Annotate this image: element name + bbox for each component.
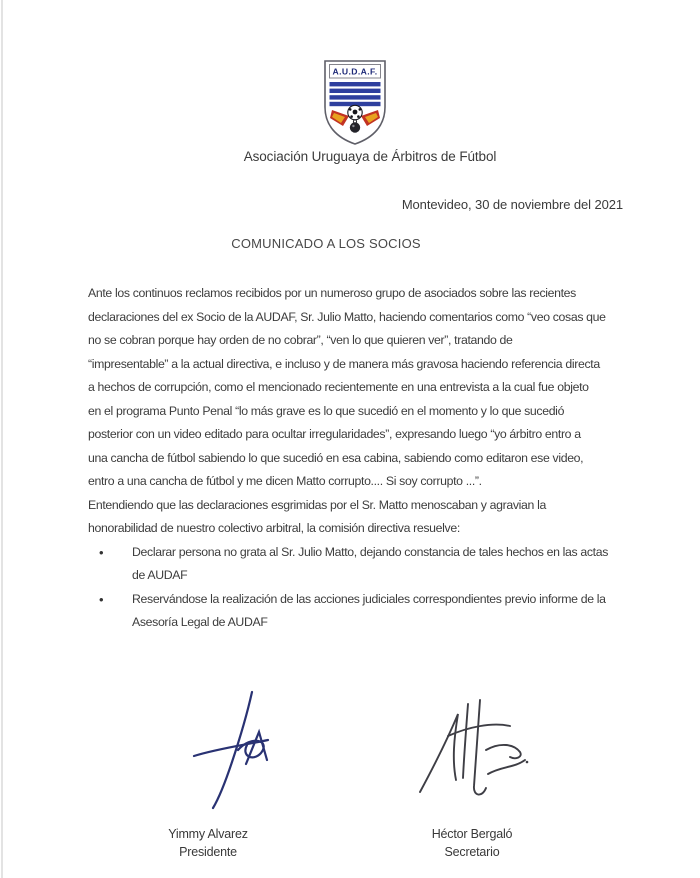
letter-body [88, 282, 678, 635]
org-name: Asociación Uruguaya de Árbitros de Fútbol [243, 149, 497, 164]
president-signature-image [188, 686, 288, 814]
president-name: Yimmy Alvarez [168, 827, 248, 841]
body-line: a hechos de corrupción, como el mencionado recientemente en una entrevista a la cual fue objeto [88, 380, 589, 394]
body-line: posterior con un video editado para ocultar irregularidades”, expresando luego “yo árbitro entro a [88, 427, 581, 441]
president-role: Presidente [179, 844, 237, 859]
dateline: Montevideo, 30 de noviembre del 2021 [401, 197, 623, 212]
body-line: honorabilidad de nuestro colectivo arbitral, la comisión directiva resuelve: [88, 521, 460, 535]
crest-acronym-text: A.U.D.A.F. [332, 66, 378, 77]
president-sign-block [123, 826, 293, 861]
bullet-item [88, 588, 678, 612]
bullet-text-continuation: de AUDAF [132, 568, 188, 582]
body-line: una cancha de fútbol sabiendo lo que sucedió en esa cabina, sabiendo como editaron ese video, [88, 450, 584, 465]
bullet-marker: • [99, 591, 104, 607]
secretary-role: Secretario [444, 844, 500, 859]
crest-stripe [330, 95, 381, 99]
secretary-sign-block [387, 826, 557, 861]
crest-stripe [330, 89, 381, 93]
bullet-item [88, 541, 678, 565]
crest-ball-icon [348, 105, 362, 119]
body-line: “impresentable” a la actual directiva, e incluso y de manera más gravosa haciendo referencia directa [88, 356, 600, 371]
body-line: en el programa Punto Penal “lo más grave es lo que sucedió en el momento y lo que sucedió [88, 403, 565, 418]
crest-stripe [330, 82, 381, 86]
scan-edge-line [1, 0, 3, 878]
audaf-crest-logo [322, 59, 388, 147]
bullet-text: Reservándose la realización de las acciones judiciales correspondientes previo informe de la [132, 591, 606, 606]
body-line: no se cobran porque hay orden de no cobrar”, “ven lo que quieren ver”, tratando de [88, 333, 513, 347]
bullet-marker: • [99, 544, 104, 560]
body-line: entro a una cancha de fútbol y me dicen Matto corrupto.... Si soy corrupto ...”. [88, 474, 482, 488]
bullet-text: Declarar persona no grata al Sr. Julio Matto, dejando constancia de tales hechos en las actas [132, 544, 609, 559]
body-line: declaraciones del ex Socio de la AUDAF, Sr. Julio Matto, haciendo comentarios como “veo cosas que [88, 309, 606, 324]
secretary-signature-image [408, 694, 530, 806]
communique-title: COMUNICADO A LOS SOCIOS [231, 236, 421, 251]
body-line: Entendiendo que las declaraciones esgrimidas por el Sr. Matto menoscaban y agravian la [88, 497, 546, 512]
bullet-text-continuation: Asesoría Legal de AUDAF [132, 615, 268, 629]
body-line: Ante los continuos reclamos recibidos por un numeroso grupo de asociados sobre las recientes [88, 286, 576, 300]
secretary-name: Héctor Bergaló [431, 827, 513, 841]
